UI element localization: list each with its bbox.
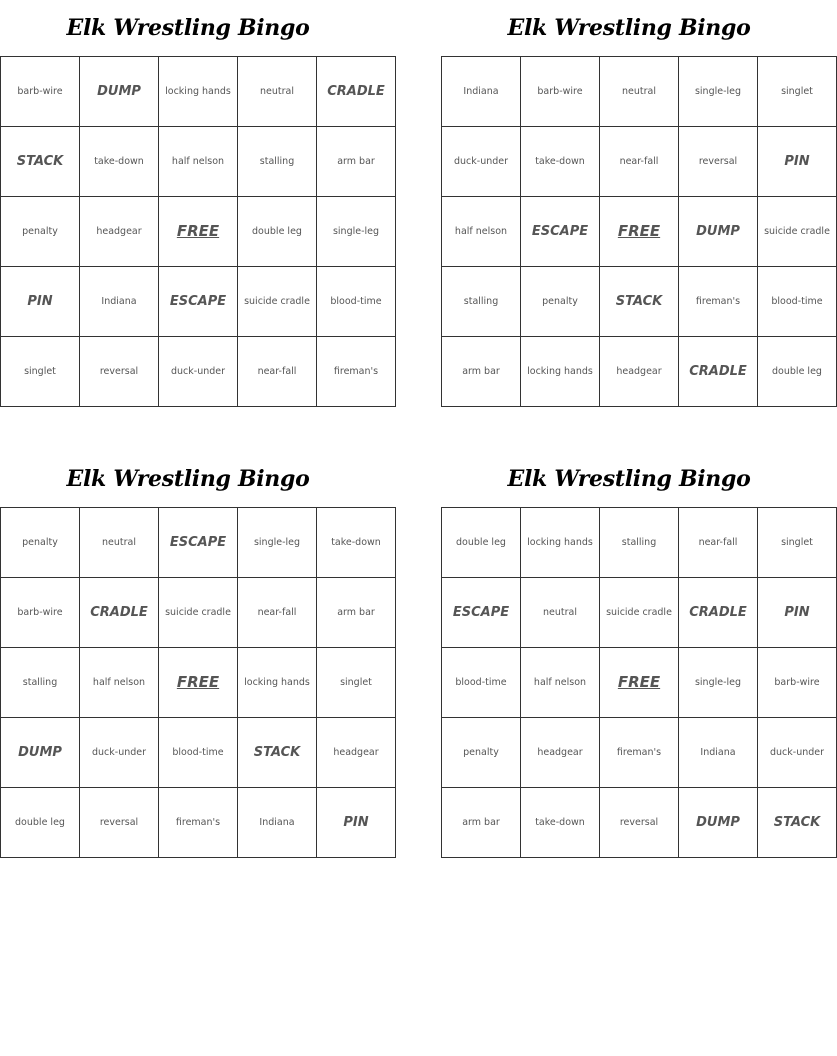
bingo-row	[442, 127, 837, 197]
bingo-cell: suicide cradle	[758, 197, 837, 267]
bingo-cell: single-leg	[238, 508, 317, 578]
bingo-row	[1, 267, 396, 337]
bingo-cell: ESCAPE	[442, 578, 521, 648]
bingo-cell: CRADLE	[679, 578, 758, 648]
bingo-row	[442, 197, 837, 267]
bingo-cell: Indiana	[679, 718, 758, 788]
bingo-cell: double leg	[1, 788, 80, 858]
bingo-row	[442, 648, 837, 718]
bingo-cell: neutral	[80, 508, 159, 578]
bingo-card-1	[0, 0, 385, 407]
bingo-cell: CRADLE	[317, 57, 396, 127]
bingo-row	[1, 127, 396, 197]
bingo-cell: locking hands	[521, 508, 600, 578]
bingo-row	[442, 718, 837, 788]
bingo-cell: singlet	[1, 337, 80, 407]
bingo-cell: fireman's	[317, 337, 396, 407]
bingo-cell: penalty	[1, 197, 80, 267]
bingo-cell: single-leg	[679, 648, 758, 718]
bingo-cell: blood-time	[442, 648, 521, 718]
bingo-grid	[441, 56, 837, 407]
card-title: Elk Wrestling Bingo	[507, 15, 751, 41]
bingo-cell: headgear	[317, 718, 396, 788]
bingo-cell: reversal	[600, 788, 679, 858]
bingo-cell: take-down	[317, 508, 396, 578]
bingo-card-2	[441, 0, 830, 407]
bingo-cell: double leg	[238, 197, 317, 267]
bingo-cell: blood-time	[159, 718, 238, 788]
bingo-cell: STACK	[600, 267, 679, 337]
bingo-cell: ESCAPE	[159, 508, 238, 578]
bingo-cell: fireman's	[600, 718, 679, 788]
bingo-cell: duck-under	[442, 127, 521, 197]
bingo-cell: PIN	[317, 788, 396, 858]
bingo-cell: fireman's	[159, 788, 238, 858]
bingo-cell: barb-wire	[758, 648, 837, 718]
bingo-cell: PIN	[1, 267, 80, 337]
bingo-card-4	[441, 451, 825, 858]
bingo-row	[1, 337, 396, 407]
bingo-cell: double leg	[442, 508, 521, 578]
bingo-row	[1, 197, 396, 267]
bingo-cell: singlet	[758, 57, 837, 127]
bingo-cell: half nelson	[442, 197, 521, 267]
bingo-cell: neutral	[521, 578, 600, 648]
bingo-cell: single-leg	[679, 57, 758, 127]
free-space: FREE	[600, 648, 679, 718]
bingo-cell: CRADLE	[80, 578, 159, 648]
bingo-cell: take-down	[80, 127, 159, 197]
bingo-cell: neutral	[238, 57, 317, 127]
bingo-cell: take-down	[521, 788, 600, 858]
bingo-row	[442, 578, 837, 648]
bingo-cell: arm bar	[442, 788, 521, 858]
card-title: Elk Wrestling Bingo	[507, 466, 751, 492]
bingo-cell: STACK	[758, 788, 837, 858]
bingo-cell: headgear	[80, 197, 159, 267]
bingo-cell: take-down	[521, 127, 600, 197]
bingo-cell: duck-under	[159, 337, 238, 407]
bingo-grid	[0, 56, 396, 407]
bingo-row	[1, 788, 396, 858]
bingo-cell: near-fall	[600, 127, 679, 197]
bingo-cell: neutral	[600, 57, 679, 127]
bingo-row	[442, 788, 837, 858]
bingo-cell: STACK	[1, 127, 80, 197]
bingo-cell: single-leg	[317, 197, 396, 267]
bingo-cell: half nelson	[159, 127, 238, 197]
bingo-cell: STACK	[238, 718, 317, 788]
bingo-cell: blood-time	[758, 267, 837, 337]
bingo-cell: DUMP	[679, 788, 758, 858]
bingo-cell: reversal	[80, 337, 159, 407]
bingo-cell: reversal	[679, 127, 758, 197]
bingo-row	[442, 267, 837, 337]
bingo-card-3	[0, 451, 381, 858]
bingo-cell: duck-under	[80, 718, 159, 788]
bingo-row	[1, 648, 396, 718]
bingo-cell: Indiana	[238, 788, 317, 858]
bingo-cell: DUMP	[679, 197, 758, 267]
bingo-cell: DUMP	[80, 57, 159, 127]
bingo-cell: headgear	[600, 337, 679, 407]
bingo-cell: near-fall	[679, 508, 758, 578]
bingo-cell: penalty	[1, 508, 80, 578]
bingo-cell: Indiana	[80, 267, 159, 337]
bingo-cell: PIN	[758, 127, 837, 197]
bingo-cell: stalling	[442, 267, 521, 337]
bingo-cell: ESCAPE	[159, 267, 238, 337]
bingo-cell: arm bar	[317, 578, 396, 648]
bingo-cell: near-fall	[238, 578, 317, 648]
bingo-grid	[441, 507, 837, 858]
bingo-cell: penalty	[521, 267, 600, 337]
card-title: Elk Wrestling Bingo	[66, 466, 310, 492]
bingo-cell: penalty	[442, 718, 521, 788]
bingo-cell: half nelson	[80, 648, 159, 718]
bingo-cell: DUMP	[1, 718, 80, 788]
bingo-cell: arm bar	[442, 337, 521, 407]
bingo-cell: half nelson	[521, 648, 600, 718]
bingo-cell: suicide cradle	[159, 578, 238, 648]
bingo-cell: near-fall	[238, 337, 317, 407]
card-title: Elk Wrestling Bingo	[66, 15, 310, 41]
bingo-row	[1, 57, 396, 127]
bingo-row	[1, 508, 396, 578]
free-space: FREE	[159, 648, 238, 718]
bingo-grid	[0, 507, 396, 858]
bingo-cell: double leg	[758, 337, 837, 407]
bingo-cell: ESCAPE	[521, 197, 600, 267]
bingo-cell: singlet	[317, 648, 396, 718]
bingo-row	[1, 718, 396, 788]
bingo-cell: stalling	[1, 648, 80, 718]
bingo-cell: Indiana	[442, 57, 521, 127]
bingo-cell: barb-wire	[1, 57, 80, 127]
bingo-cell: reversal	[80, 788, 159, 858]
bingo-cell: blood-time	[317, 267, 396, 337]
bingo-cell: locking hands	[238, 648, 317, 718]
bingo-cell: barb-wire	[521, 57, 600, 127]
bingo-row	[442, 508, 837, 578]
bingo-cell: PIN	[758, 578, 837, 648]
bingo-cell: fireman's	[679, 267, 758, 337]
bingo-cell: locking hands	[521, 337, 600, 407]
bingo-cell: locking hands	[159, 57, 238, 127]
bingo-row	[442, 337, 837, 407]
free-space: FREE	[600, 197, 679, 267]
bingo-row	[1, 578, 396, 648]
bingo-row	[442, 57, 837, 127]
bingo-cell: barb-wire	[1, 578, 80, 648]
bingo-cell: stalling	[600, 508, 679, 578]
bingo-cell: arm bar	[317, 127, 396, 197]
bingo-cell: CRADLE	[679, 337, 758, 407]
free-space: FREE	[159, 197, 238, 267]
bingo-cell: stalling	[238, 127, 317, 197]
bingo-cell: duck-under	[758, 718, 837, 788]
bingo-cell: suicide cradle	[600, 578, 679, 648]
bingo-cell: singlet	[758, 508, 837, 578]
bingo-cell: headgear	[521, 718, 600, 788]
bingo-cell: suicide cradle	[238, 267, 317, 337]
